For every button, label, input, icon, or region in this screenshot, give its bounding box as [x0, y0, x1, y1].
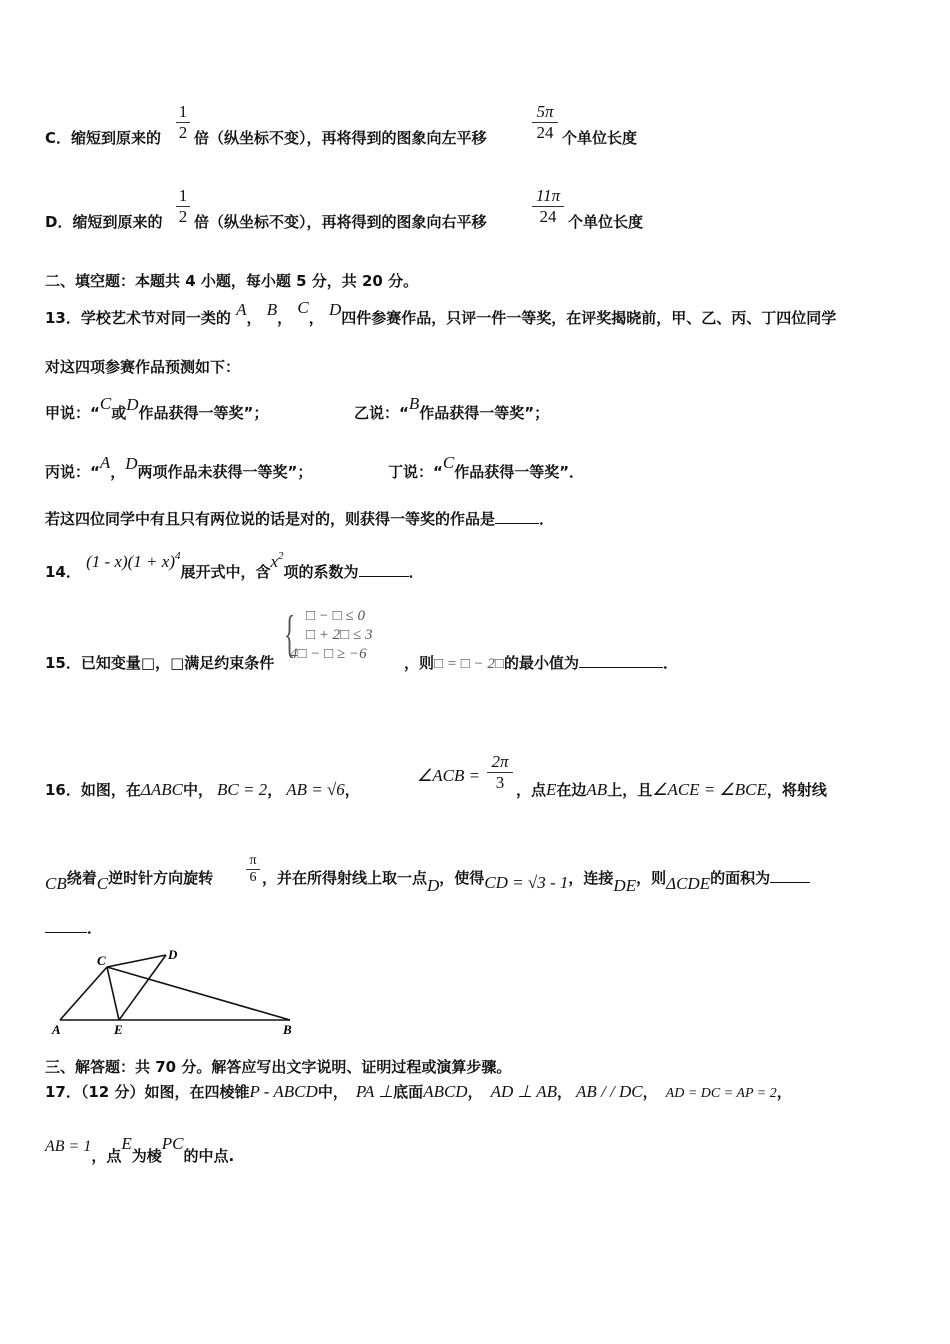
option-c-label: C．缩短到原来的 — [45, 129, 162, 147]
option-d-shift-fraction: $\frac{11\pi}{24}$ — [532, 186, 564, 227]
question-13-jia: 甲说：“C或D作品获得一等奖”； — [45, 394, 269, 422]
question-15: 15．已知变量□，□满足约束条件 — [45, 654, 275, 672]
answer-blank — [770, 868, 810, 883]
option-c — [45, 128, 161, 148]
option-d-end: 个单位长度 — [568, 213, 644, 231]
label-d: D — [168, 947, 178, 962]
left-brace: { — [284, 606, 296, 663]
label-b: B — [283, 1022, 292, 1037]
segment-de — [119, 955, 166, 1020]
answer-blank-continued — [45, 918, 87, 933]
q14-expression: $(1 - x)(1 + x)^4$ — [86, 550, 181, 571]
q14-variable: $x^2$ — [270, 550, 284, 571]
question-13-ding: 丁说：“C作品获得一等奖”． — [388, 453, 585, 481]
question-16-line-2: CB绕着C逆时针方向旋转 — [45, 869, 214, 893]
question-16-line-3: ． — [45, 918, 102, 938]
constraint-system — [284, 607, 404, 667]
item-a: A — [236, 300, 247, 319]
answer-blank — [359, 562, 409, 577]
answer-blank — [579, 653, 663, 668]
question-13-line-1: 13．学校艺术节对同一类的 A， B， C， D四件参赛作品，只评一件一等奖，在评奖揭晓前，甲、乙、丙、丁四位同学 — [45, 298, 837, 327]
question-16-line-1b: ，点E在边AB上，且∠ACE = ∠BCE，将射线 — [516, 780, 827, 799]
question-17-line-2: AB = 1，点E为棱PC的中点. — [45, 1134, 235, 1165]
option-c-end: 个单位长度 — [562, 129, 638, 147]
question-15-tail: ，则□ = □ − 2□的最小值为 ． — [404, 654, 678, 672]
question-13-line-5: 若这四位同学中有且只有两位说的话是对的，则获得一等奖的作品是 ． — [45, 510, 555, 528]
q16-angle-fraction: $\frac{2\pi}{3}$ — [487, 752, 513, 793]
constraint-2: □ + 2□ ≤ 3 — [306, 627, 373, 643]
option-c-shift-fraction: $\frac{5\pi}{24}$ — [532, 102, 558, 143]
q16-rotation-fraction: $\frac{\pi}{6}$ — [246, 853, 260, 886]
q16-angle: ∠ACB = — [417, 766, 481, 785]
question-13-line-2: 对这四项参赛作品预测如下： — [45, 358, 241, 376]
segment-ac — [60, 967, 107, 1020]
item-b: B — [266, 300, 278, 319]
item-d: D — [329, 300, 342, 319]
constraint-3: 4□ − □ ≥ −6 — [290, 646, 367, 662]
answer-blank — [495, 509, 539, 524]
question-16-line-2b: ，并在所得射线上取一点D，使得CD = √3 - 1，连接DE，则ΔCDE的面积为 — [262, 868, 810, 888]
segment-cd — [107, 955, 166, 967]
question-16-line-1: 16．如图，在ΔABC中， BC = 2， AB = √6， — [45, 780, 360, 799]
segment-ce — [107, 967, 119, 1020]
option-c-fraction: $\frac{1}{2}$ — [176, 102, 190, 143]
objective-function: □ = □ − 2□ — [434, 656, 504, 672]
option-c-text: 倍（纵坐标不变），再将得到的图象向左平移 — [194, 129, 487, 147]
item-c: C — [297, 298, 309, 317]
segment-cb — [107, 967, 290, 1020]
label-e: E — [114, 1022, 123, 1037]
question-17-line-1: 17．（12 分）如图，在四棱锥P - ABCD中， PA ⊥底面ABCD， AD ⊥ AB， AB / / DC， AD = DC = AP = 2， — [45, 1082, 792, 1101]
section-3-heading: 三、解答题：共 70 分。解答应写出文字说明、证明过程或演算步骤。 — [45, 1058, 512, 1076]
question-13-yi: 乙说：“B作品获得一等奖”； — [354, 394, 550, 422]
triangle-figure — [40, 945, 310, 1037]
label-a: A — [52, 1022, 61, 1037]
section-2-heading: 二、填空题：本题共 4 小题，每小题 5 分，共 20 分。 — [45, 272, 419, 290]
label-c: C — [97, 953, 106, 968]
option-d-fraction: $\frac{1}{2}$ — [176, 186, 190, 227]
question-14: 14． $(1 - x)(1 + x)^4$展开式中，含$x^2$项的系数为 ． — [45, 550, 424, 581]
option-d-label: D．缩短到原来的 — [45, 213, 163, 231]
option-d-text: 倍（纵坐标不变），再将得到的图象向右平移 — [194, 213, 487, 231]
constraint-1: □ − □ ≤ 0 — [306, 608, 365, 624]
question-13-bing: 丙说：“A，D两项作品未获得一等奖”； — [45, 453, 313, 481]
option-d — [45, 212, 162, 232]
